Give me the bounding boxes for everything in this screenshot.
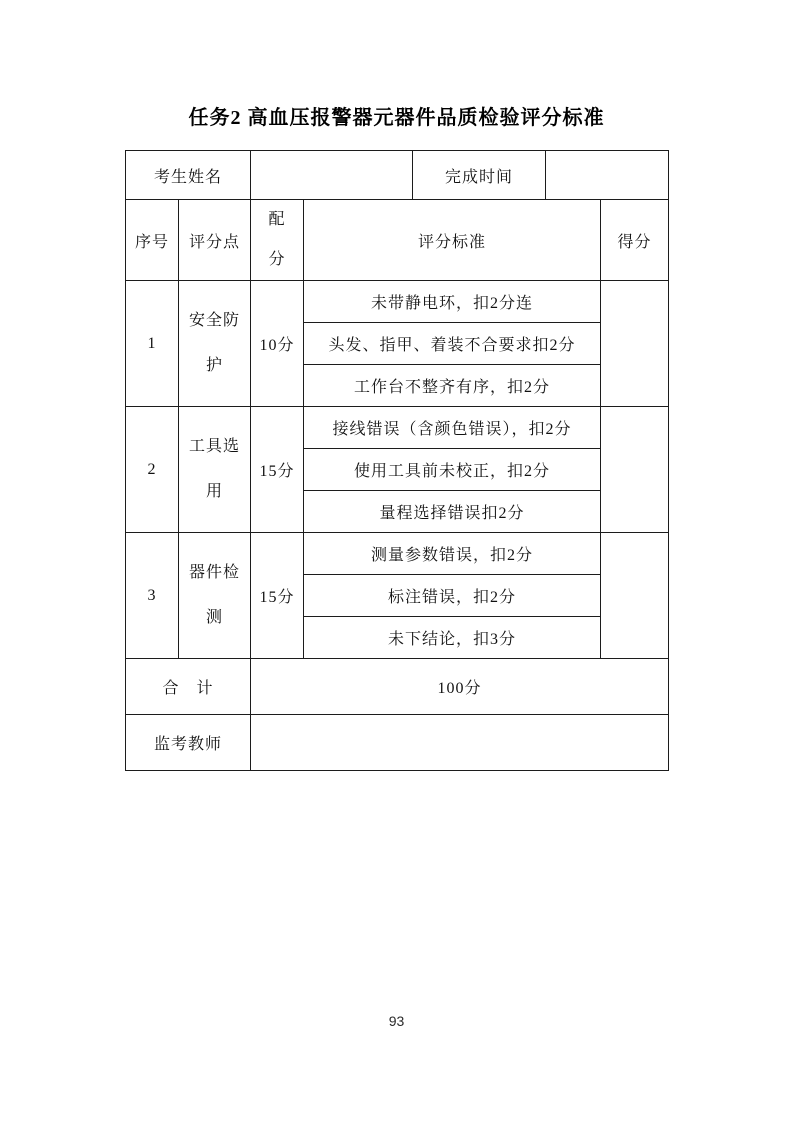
group2-criterion-3: 量程选择错误扣2分 bbox=[304, 491, 601, 533]
invigilator-value bbox=[251, 715, 669, 771]
table-row bbox=[126, 407, 669, 449]
group3-point-text: 器件检测 bbox=[189, 563, 241, 626]
group1-point bbox=[179, 281, 251, 407]
table-row bbox=[126, 281, 669, 323]
group1-alloc: 10分 bbox=[251, 281, 304, 407]
header-score: 得分 bbox=[601, 200, 669, 281]
header-no: 序号 bbox=[126, 200, 179, 281]
scoring-table bbox=[125, 150, 669, 771]
header-alloc-text: 配分 bbox=[268, 211, 286, 268]
group1-criterion-3: 工作台不整齐有序，扣2分 bbox=[304, 365, 601, 407]
completion-time-value bbox=[546, 151, 669, 200]
total-row bbox=[126, 659, 669, 715]
group2-criterion-1: 接线错误（含颜色错误），扣2分 bbox=[304, 407, 601, 449]
group3-criterion-2: 标注错误，扣2分 bbox=[304, 575, 601, 617]
total-value: 100分 bbox=[251, 659, 669, 715]
table-row bbox=[126, 533, 669, 575]
page-title: 任务2 高血压报警器元器件品质检验评分标准 bbox=[188, 107, 605, 129]
candidate-info-row bbox=[126, 151, 669, 200]
header-alloc bbox=[251, 200, 304, 281]
group2-point-text: 工具选用 bbox=[189, 437, 241, 500]
group2-point bbox=[179, 407, 251, 533]
group2-no: 2 bbox=[126, 407, 179, 533]
group2-alloc: 15分 bbox=[251, 407, 304, 533]
page-number: 93 bbox=[388, 1013, 405, 1029]
candidate-name-label: 考生姓名 bbox=[126, 151, 251, 200]
group2-criterion-2: 使用工具前未校正，扣2分 bbox=[304, 449, 601, 491]
group3-no: 3 bbox=[126, 533, 179, 659]
total-label: 合 计 bbox=[126, 659, 251, 715]
completion-time-label: 完成时间 bbox=[413, 151, 546, 200]
candidate-name-value bbox=[251, 151, 413, 200]
group1-point-text: 安全防护 bbox=[189, 311, 241, 374]
group1-score bbox=[601, 281, 669, 407]
group1-criterion-2: 头发、指甲、着装不合要求扣2分 bbox=[304, 323, 601, 365]
group3-criterion-3: 未下结论，扣3分 bbox=[304, 617, 601, 659]
group1-criterion-1: 未带静电环，扣2分连 bbox=[304, 281, 601, 323]
invigilator-row bbox=[126, 715, 669, 771]
invigilator-label: 监考教师 bbox=[126, 715, 251, 771]
group3-point bbox=[179, 533, 251, 659]
table-header-row bbox=[126, 200, 669, 281]
header-point: 评分点 bbox=[179, 200, 251, 281]
group3-alloc: 15分 bbox=[251, 533, 304, 659]
group1-no: 1 bbox=[126, 281, 179, 407]
group3-score bbox=[601, 533, 669, 659]
group2-score bbox=[601, 407, 669, 533]
header-criteria: 评分标准 bbox=[304, 200, 601, 281]
group3-criterion-1: 测量参数错误，扣2分 bbox=[304, 533, 601, 575]
